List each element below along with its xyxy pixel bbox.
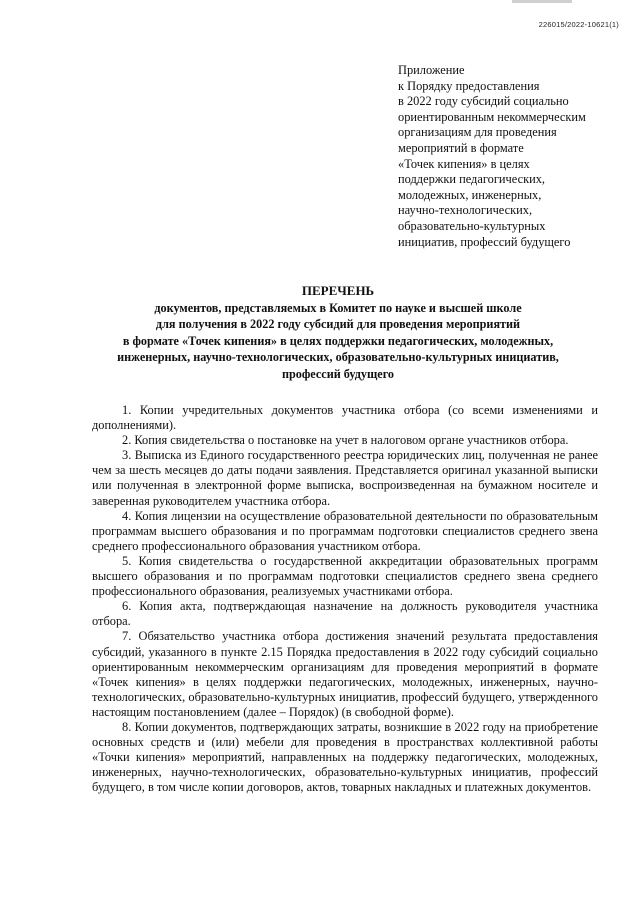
appendix-line: в 2022 году субсидий социально: [398, 94, 569, 109]
title-line: профессий будущего: [281, 366, 395, 381]
appendix-line: поддержки педагогических,: [398, 172, 546, 187]
scan-artifact: [512, 0, 572, 3]
appendix-line: организациям для проведения: [398, 125, 557, 140]
list-item: 5. Копия свидетельства о государственной аккредитации образовательных программ высшего образования и по программам подготовки специалистов среднего звена среднего профессионального образования, реализуемых участниками отбора.: [92, 553, 598, 599]
list-item: 3. Выписка из Единого государственного реестра юридических лиц, полученная не ранее чем за шесть месяцев до даты подачи заявления. Представляется оригинал указанной выписки или полученная в электронной форме выписка, воспроизведенная на бумажном носителе и заверенная руководителем участника отбора.: [92, 448, 598, 508]
list-item: 4. Копия лицензии на осуществление образовательной деятельности по образовательным программам высшего образования и по программам подготовки специалистов среднего звена среднего профессионального образования участником отбора.: [92, 508, 598, 553]
document-title: [88, 282, 588, 382]
document-id: 226015/2022-10621(1): [538, 20, 619, 29]
list-item: 1. Копии учредительных документов участника отбора (со всеми изменениями и дополнениями).: [92, 403, 598, 433]
appendix-line: образовательно-культурных: [398, 218, 546, 233]
title-main: ПЕРЕЧЕНЬ: [301, 283, 375, 298]
appendix-line: ориентированным некоммерческим: [398, 109, 586, 124]
appendix-note: [398, 63, 628, 250]
appendix-line: молодежных, инженерных,: [398, 187, 542, 202]
title-line: в формате «Точек кипения» в целях поддержки педагогических, молодежных,: [122, 333, 554, 348]
list-item: 7. Обязательство участника отбора достижения значений результата предоставления субсидий, указанного в пункте 2.15 Порядка предоставления в 2022 году субсидий социально ориентированным некоммерческим организациям для проведения мероприятий в формате «Точек кипения» в целях поддержки педагогических, молодежных, инженерных, научно-технологических, образовательно-культурных инициатив, профессий будущего, утвержденного настоящим постановлением (далее – Порядок) (в свободной форме).: [92, 629, 598, 719]
list-item: 2. Копия свидетельства о постановке на учет в налоговом органе участников отбора.: [122, 433, 569, 448]
title-line: для получения в 2022 году субсидий для проведения мероприятий: [155, 317, 521, 332]
appendix-line: «Точек кипения» в целях: [398, 156, 530, 171]
title-line: инженерных, научно-технологических, образовательно-культурных инициатив,: [117, 350, 559, 365]
appendix-line: инициатив, профессий будущего: [398, 234, 571, 249]
appendix-line: Приложение: [398, 63, 465, 77]
list-item: 8. Копии документов, подтверждающих затраты, возникшие в 2022 году на приобретение основных средств и (или) мебели для проведения в пространствах коллективной работы «Точки кипения» мероприятий, направленных на поддержку педагогических, молодежных, инженерных, научно-технологических, образовательно-культурных инициатив, профессий будущего, в том числе копии договоров, актов, товарных накладных и платежных документов.: [92, 719, 598, 795]
appendix-line: к Порядку предоставления: [398, 78, 540, 93]
list-item: 6. Копия акта, подтверждающая назначение на должность руководителя участника отбора.: [92, 599, 598, 629]
appendix-line: мероприятий в формате: [398, 140, 524, 155]
appendix-line: научно-технологических,: [398, 203, 533, 218]
document-list: [92, 403, 598, 795]
title-line: документов, представляемых в Комитет по науке и высшей школе: [154, 301, 522, 315]
